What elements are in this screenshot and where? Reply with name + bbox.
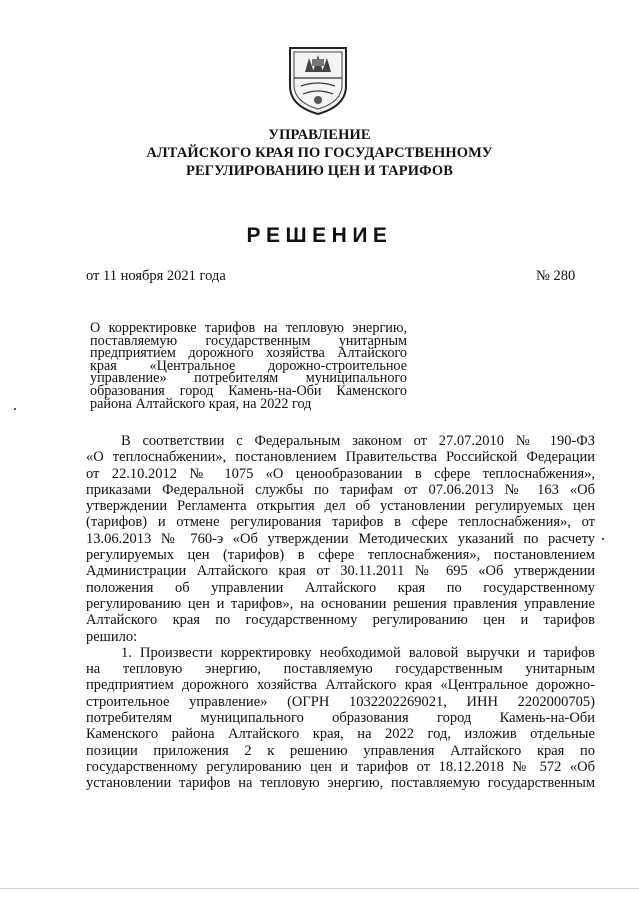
subject-line: управление» потребителям муниципального bbox=[90, 370, 407, 387]
preamble-line: В соответствии с Федеральным законом от 27.07.2010 № 190-ФЗ bbox=[121, 433, 595, 449]
subject-line: образования город Камень-на-Оби Каменского bbox=[90, 382, 407, 399]
agency-name-line-3: РЕГУЛИРОВАНИЮ ЦЕН И ТАРИФОВ bbox=[186, 163, 453, 179]
preamble-line: решило: bbox=[86, 628, 138, 645]
preamble-line: Алтайского края по государственному регулированию цен и тарифов bbox=[86, 612, 595, 629]
document-date: от 11 ноября 2021 года bbox=[86, 268, 226, 284]
preamble-line: положения об управлении Алтайского края по государственному bbox=[86, 579, 595, 596]
agency-name-line-1: УПРАВЛЕНИЕ bbox=[268, 127, 371, 143]
preamble-line: утверждении Регламента открытия дел об установлении регулируемых цен bbox=[86, 498, 595, 515]
document-body bbox=[86, 433, 595, 792]
preamble-line: Администрации Алтайского края от 30.11.2011 № 695 «Об утверждении bbox=[86, 563, 595, 580]
agency-name-line-2: АЛТАЙСКОГО КРАЯ ПО ГОСУДАРСТВЕННОМУ bbox=[146, 145, 493, 161]
point1-line: позиции приложения 2 к решению управления Алтайского края по bbox=[86, 742, 595, 759]
point1-line: установлении тарифов на тепловую энергию, поставляемую государственным bbox=[86, 775, 595, 792]
preamble-line: 13.06.2013 № 760-э «Об утверждении Методических указаний по расчету bbox=[86, 530, 595, 547]
scan-speck bbox=[14, 408, 16, 410]
point1-line: Каменского района Алтайского края, на 2022 год, изложив отдельные bbox=[86, 726, 595, 743]
subject-line: района Алтайского края, на 2022 год bbox=[90, 395, 312, 412]
point1-line: на тепловую энергию, поставляемую государственным унитарным bbox=[86, 661, 595, 678]
subject-line: О корректировке тарифов на тепловую энергию, bbox=[90, 320, 407, 336]
document-title: РЕШЕНИЕ bbox=[246, 224, 393, 247]
preamble-line: от 22.10.2012 № 1075 «О ценообразовании в сфере теплоснабжения», bbox=[86, 465, 595, 482]
point1-line: строительное управление» (ОГРН 1032202269021, ИНН 2202000705) bbox=[86, 693, 595, 710]
subject-line: предприятием дорожного хозяйства Алтайского bbox=[90, 345, 407, 362]
point1-line: государственному регулированию цен и тарифов от 18.12.2018 № 572 «Об bbox=[86, 758, 595, 775]
scan-speck bbox=[602, 538, 604, 540]
preamble-line: приказами Федеральной службы по тарифам от 07.06.2013 № 163 «Об bbox=[86, 481, 595, 498]
preamble-line: регулированию цен и тарифов», на основании решения правления управление bbox=[86, 595, 595, 612]
document-number: № 280 bbox=[536, 268, 576, 284]
preamble-line: (тарифов) и отмене регулирования тарифов в сфере теплоснабжения», от bbox=[86, 514, 595, 531]
coat-of-arms-icon bbox=[285, 42, 351, 116]
point1-line: предприятием дорожного хозяйства Алтайского края «Центральное дорожно- bbox=[86, 677, 595, 694]
preamble-line: регулируемых цен (тарифов) в сфере теплоснабжения», постановлением bbox=[86, 547, 595, 564]
point1-line: 1. Произвести корректировку необходимой валовой выручки и тарифов bbox=[121, 644, 595, 661]
preamble-line: «О теплоснабжении», постановлением Правительства Российской Федерации bbox=[86, 449, 595, 466]
document-subject bbox=[90, 322, 407, 410]
subject-line: поставляемую государственным унитарным bbox=[90, 332, 407, 349]
point1-line: потребителям муниципального образования город Камень-на-Оби bbox=[86, 710, 595, 727]
subject-line: края «Центральное дорожно-строительное bbox=[90, 357, 407, 374]
scan-edge-line bbox=[0, 888, 639, 889]
